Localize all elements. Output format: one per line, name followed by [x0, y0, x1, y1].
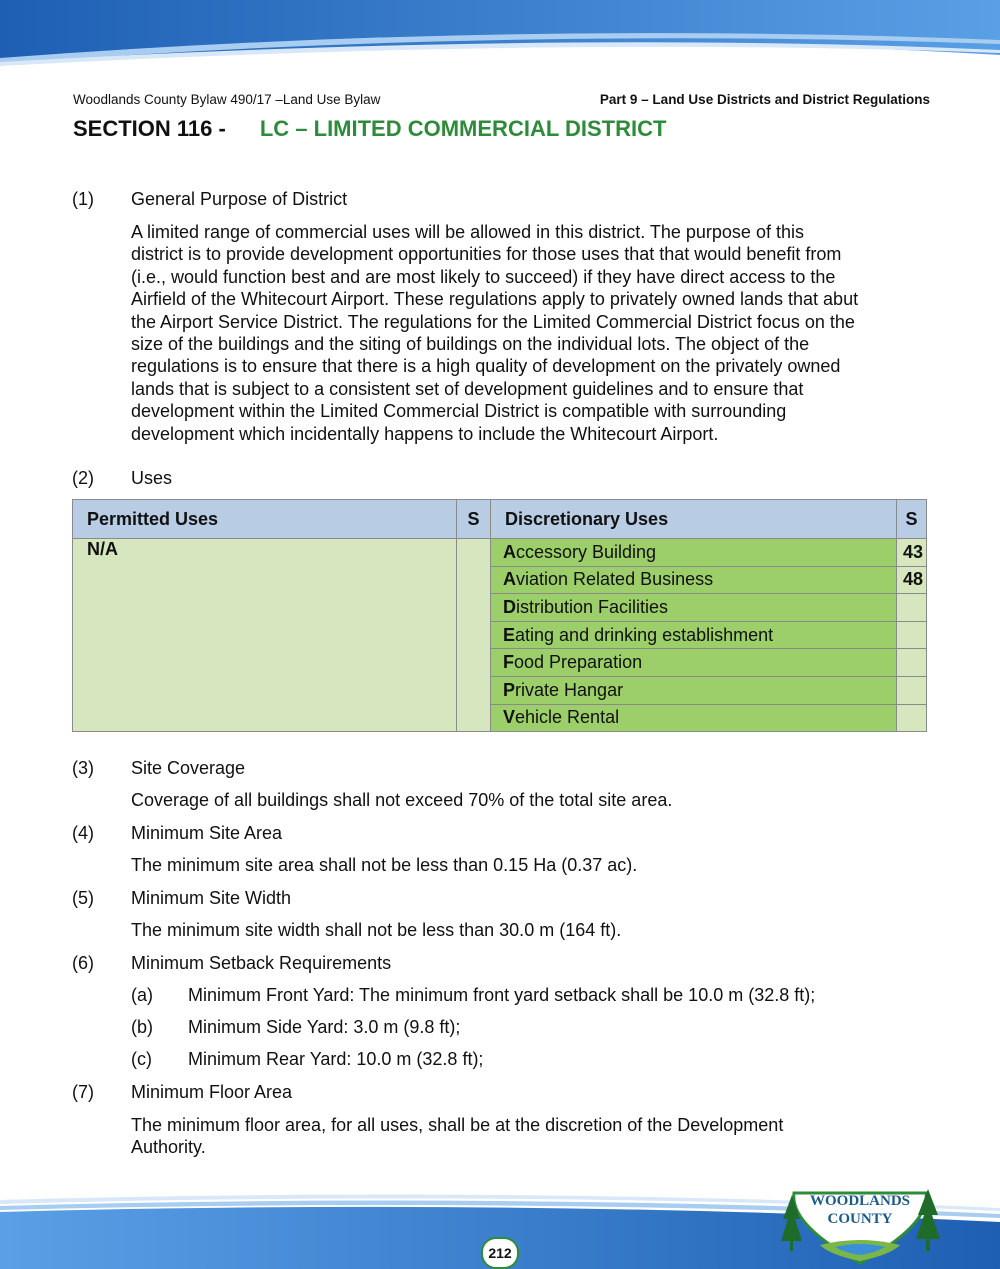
permitted-uses-header: Permitted Uses: [73, 500, 457, 539]
section-2-title: Uses: [131, 468, 173, 488]
discretionary-s-cell: 48: [897, 566, 927, 594]
permitted-uses-cell: N/A: [73, 539, 457, 732]
setback-item-text: Minimum Side Yard: 3.0 m (9.8 ft);: [188, 1017, 461, 1037]
uses-table: [72, 499, 927, 732]
logo-text: [790, 1192, 930, 1228]
logo-line-2: COUNTY: [827, 1211, 893, 1227]
general-purpose-paragraph: [131, 221, 931, 445]
discretionary-s-cell: 43: [897, 539, 927, 567]
setback-item-text: Minimum Rear Yard: 10.0 m (32.8 ft);: [188, 1049, 484, 1069]
paragraph-line: The minimum floor area, for all uses, shall be at the discretion of the Development: [131, 1115, 784, 1135]
setback-item-label: (b): [131, 1017, 153, 1037]
section-3-title: Site Coverage: [131, 758, 246, 778]
paragraph-line: (i.e., would function best and are most likely to succeed) if they have direct access to the: [131, 266, 836, 287]
discretionary-use-cell: Accessory Building: [491, 539, 897, 567]
discretionary-use-cell: Aviation Related Business: [491, 566, 897, 594]
section-number: SECTION 116 -: [73, 116, 226, 141]
section-7-title: Minimum Floor Area: [131, 1082, 293, 1102]
discretionary-s-cell: [897, 594, 927, 622]
paragraph-line: lands that is subject to a consistent set of development guidelines and to ensure that: [131, 378, 804, 399]
page-number-badge: 212: [481, 1237, 519, 1269]
section-1-number: (1): [72, 189, 94, 209]
discretionary-use-cell: Private Hangar: [491, 676, 897, 704]
document-header-title: Woodlands County Bylaw 490/17 –Land Use Bylaw: [73, 92, 381, 107]
permitted-s-cell: [457, 539, 491, 732]
discretionary-s-cell: [897, 676, 927, 704]
section-3-number: (3): [72, 758, 94, 778]
permitted-s-header: S: [457, 500, 491, 539]
paragraph-line: regulations is to ensure that there is a high quality of development on the privately owned: [131, 356, 841, 377]
discretionary-use-cell: Distribution Facilities: [491, 594, 897, 622]
section-name: LC – LIMITED COMMERCIAL DISTRICT: [259, 116, 667, 141]
table-row: [73, 539, 927, 567]
section-1-title: General Purpose of District: [131, 189, 348, 209]
section-4-title: Minimum Site Area: [131, 823, 283, 843]
paragraph-line: development within the Limited Commercial District is compatible with surrounding: [131, 401, 787, 422]
discretionary-uses-header: Discretionary Uses: [491, 500, 897, 539]
paragraph-line: district is to provide development opportunities for those uses that that would benefit from: [131, 244, 842, 265]
setback-item-label: (a): [131, 985, 153, 1005]
section-7-number: (7): [72, 1082, 94, 1102]
section-5-title: Minimum Site Width: [131, 888, 292, 908]
paragraph-line: development which incidentally happens to include the Whitecourt Airport.: [131, 423, 719, 444]
setback-item-label: (c): [131, 1049, 152, 1069]
section-6-number: (6): [72, 953, 94, 973]
setback-item-text: Minimum Front Yard: The minimum front yard setback shall be 10.0 m (32.8 ft);: [188, 985, 816, 1005]
discretionary-s-header: S: [897, 500, 927, 539]
section-title: [73, 116, 666, 142]
site-coverage-text: Coverage of all buildings shall not exceed 70% of the total site area.: [131, 790, 673, 810]
table-header-row: [73, 500, 927, 539]
section-4-number: (4): [72, 823, 94, 843]
discretionary-use-cell: Eating and drinking establishment: [491, 621, 897, 649]
section-2-number: (2): [72, 468, 94, 488]
discretionary-use-cell: Food Preparation: [491, 649, 897, 677]
paragraph-line: Airfield of the Whitecourt Airport. These regulations apply to privately owned lands that abut: [131, 289, 859, 310]
paragraph-line: size of the buildings and the siting of buildings on the individual lots. The object of the: [131, 334, 810, 355]
paragraph-line: the Airport Service District. The regulations for the Limited Commercial District focus on the: [131, 311, 855, 332]
section-6-title: Minimum Setback Requirements: [131, 953, 392, 973]
discretionary-s-cell: [897, 649, 927, 677]
part-header-title: Part 9 – Land Use Districts and District Regulations: [599, 92, 930, 107]
discretionary-s-cell: [897, 621, 927, 649]
discretionary-s-cell: [897, 704, 927, 732]
section-5-number: (5): [72, 888, 94, 908]
minimum-floor-area-text: [131, 1114, 931, 1159]
top-decorative-band: [0, 0, 1000, 80]
paragraph-line: A limited range of commercial uses will be allowed in this district. The purpose of this: [131, 222, 804, 242]
minimum-site-area-text: The minimum site area shall not be less than 0.15 Ha (0.37 ac).: [131, 855, 638, 875]
paragraph-line: Authority.: [131, 1137, 206, 1158]
minimum-site-width-text: The minimum site width shall not be less than 30.0 m (164 ft).: [131, 920, 622, 940]
discretionary-use-cell: Vehicle Rental: [491, 704, 897, 732]
logo-line-1: WOODLANDS: [809, 1193, 910, 1209]
